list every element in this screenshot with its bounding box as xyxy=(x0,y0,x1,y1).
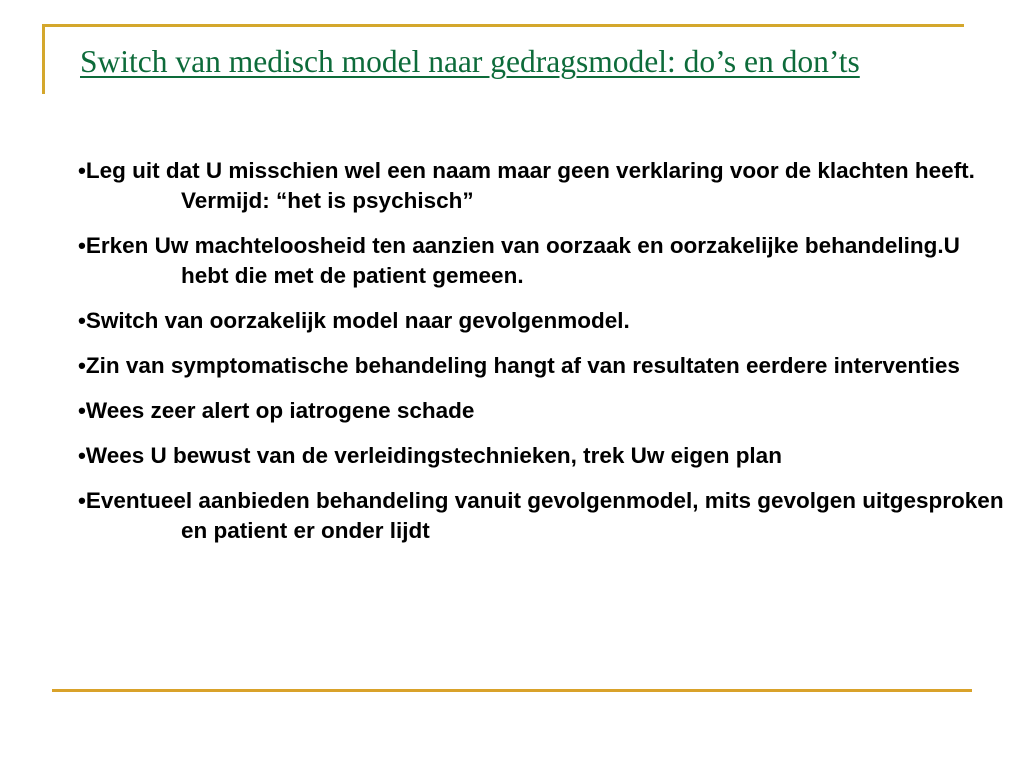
bullet-icon: • xyxy=(78,353,86,378)
bottom-divider-line xyxy=(52,689,972,692)
bullet-text: Leg uit dat U misschien wel een naam maar geen verklaring voor de klachten heeft. Vermijd: “het is psychisch” xyxy=(85,158,975,213)
bullet-item xyxy=(78,441,1008,471)
bullet-item xyxy=(78,156,1008,216)
bullet-text: Erken Uw machteloosheid ten aanzien van oorzaak en oorzakelijke behandeling.U hebt die met de patient gemeen. xyxy=(85,233,960,288)
bullet-text: Switch van oorzakelijk model naar gevolgenmodel. xyxy=(85,308,630,333)
bullet-text: Zin van symptomatische behandeling hangt af van resultaten eerdere interventies xyxy=(85,353,960,378)
bullet-text: Eventueel aanbieden behandeling vanuit gevolgenmodel, mits gevolgen uitgesproken en patient er onder lijdt xyxy=(85,488,1004,543)
bullet-item xyxy=(78,351,1008,381)
bullet-icon: • xyxy=(78,308,86,333)
bullet-item xyxy=(78,306,1008,336)
bullet-icon: • xyxy=(78,233,86,258)
slide-title: Switch van medisch model naar gedragsmodel: do’s en don’ts xyxy=(80,44,860,79)
bullet-icon: • xyxy=(78,398,86,423)
bullet-text: Wees zeer alert op iatrogene schade xyxy=(85,398,475,423)
bullet-list xyxy=(78,156,1008,561)
bullet-icon: • xyxy=(78,158,86,183)
bullet-icon: • xyxy=(78,443,86,468)
bullet-item xyxy=(78,486,1008,546)
bullet-item xyxy=(78,231,1008,291)
left-accent-line xyxy=(42,24,45,94)
top-divider-line xyxy=(42,24,964,27)
bullet-text: Wees U bewust van de verleidingstechnieken, trek Uw eigen plan xyxy=(85,443,782,468)
bullet-item xyxy=(78,396,1008,426)
bullet-icon: • xyxy=(78,488,86,513)
